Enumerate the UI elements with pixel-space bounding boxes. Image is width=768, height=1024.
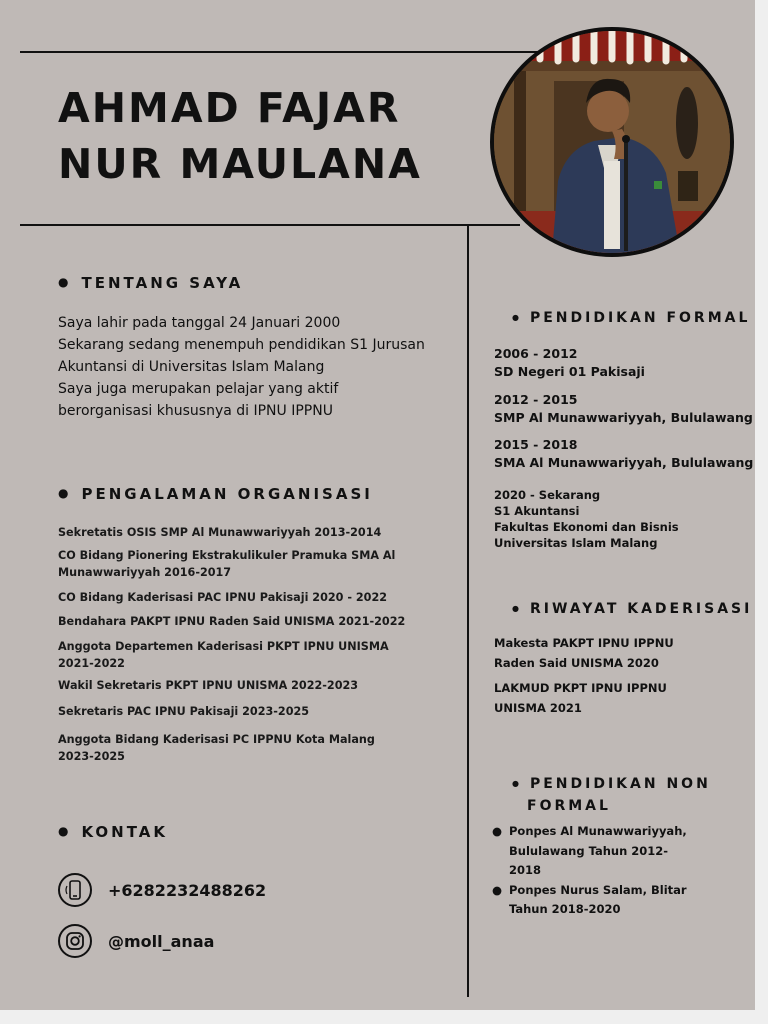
organization-item-line: Bendahara PAKPT IPNU Raden Said UNISMA 2021-2022 [58, 615, 406, 628]
nonformal-heading-line-2: FORMAL [527, 798, 611, 814]
education-years: 2006 - 2012 [494, 346, 578, 361]
profile-photo [490, 27, 734, 257]
about-heading-text: TENTANG SAYA [81, 274, 244, 292]
about-line: Sekarang sedang menempuh pendidikan S1 Jurusan [58, 337, 425, 353]
organization-item-line: Anggota Bidang Kaderisasi PC IPPNU Kota Malang [58, 733, 375, 746]
organization-item [58, 638, 389, 672]
bullet: ● [492, 882, 503, 897]
cadre-line: Makesta PAKPT IPNU IPPNU [494, 636, 674, 650]
organization-item-line: CO Bidang Kaderisasi PAC IPNU Pakisaji 2020 - 2022 [58, 591, 388, 604]
organization-heading-text: PENGALAMAN ORGANISASI [81, 485, 373, 503]
list-item-line: Ponpes Nurus Salam, Blitar [509, 882, 687, 897]
full-name [58, 80, 478, 192]
education-line: Fakultas Ekonomi dan Bisnis [494, 520, 679, 534]
organization-item [58, 524, 381, 541]
about-text [58, 312, 458, 422]
list-item-line: Tahun 2018-2020 [509, 902, 621, 916]
about-line: berorganisasi khususnya di IPNU IPPNU [58, 403, 333, 419]
instagram-handle[interactable]: @moll_anaa [108, 932, 215, 951]
education-entry [494, 436, 753, 472]
organization-item-line: Sekretatis OSIS SMP Al Munawwariyyah 2013-2014 [58, 526, 382, 539]
organization-item-line: 2023-2025 [58, 750, 125, 763]
education-school: SMP Al Munawwariyyah, Bululawang [494, 410, 753, 425]
organization-heading: ● PENGALAMAN ORGANISASI [58, 485, 373, 503]
organization-item-line: Munawwariyyah 2016-2017 [58, 566, 232, 579]
list-item-line: 2018 [509, 863, 542, 877]
about-line: Akuntansi di Universitas Islam Malang [58, 359, 325, 375]
cadre-history-heading-text: RIWAYAT KADERISASI [529, 601, 753, 617]
formal-education-heading-text: PENDIDIKAN FORMAL [529, 310, 751, 326]
nonformal-education-heading: ● PENDIDIKAN NON FORMAL [512, 776, 711, 814]
list-item-line: Bululawang Tahun 2012- [509, 843, 669, 858]
instagram-icon [58, 924, 92, 958]
organization-item [58, 703, 309, 720]
list-item [490, 822, 720, 881]
list-item [490, 881, 720, 920]
education-line: Universitas Islam Malang [494, 536, 658, 550]
phone-number[interactable]: +6282232488262 [108, 881, 267, 900]
about-line: Saya lahir pada tanggal 24 Januari 2000 [58, 315, 341, 331]
organization-item [58, 589, 387, 606]
cadre-line: UNISMA 2021 [494, 700, 582, 715]
education-entry [494, 345, 645, 381]
formal-education-heading: ● PENDIDIKAN FORMAL [512, 310, 751, 326]
education-school: SMA Al Munawwariyyah, Bululawang [494, 455, 754, 470]
contact-heading-text: KONTAK [81, 823, 169, 841]
organization-item-line: Anggota Departemen Kaderisasi PKPT IPNU UNISMA [58, 640, 389, 653]
bullet: ● [492, 824, 503, 838]
cadre-line: LAKMUD PKPT IPNU IPPNU [494, 681, 667, 695]
organization-item [58, 547, 395, 581]
nonformal-heading-line-1: PENDIDIKAN NON [529, 776, 711, 792]
top-divider [20, 51, 540, 53]
education-entry-current [494, 487, 679, 551]
organization-item [58, 677, 358, 694]
list-item-line: Ponpes Al Munawwariyyah, [509, 824, 687, 838]
header-divider [20, 224, 520, 226]
column-divider [467, 226, 469, 997]
cadre-history-heading: ● RIWAYAT KADERISASI [512, 601, 753, 617]
education-years: 2015 - 2018 [494, 437, 578, 452]
contact-heading: ● KONTAK [58, 823, 169, 841]
education-years: 2012 - 2015 [494, 392, 578, 407]
nonformal-education-list [490, 822, 720, 920]
organization-item-line: CO Bidang Pionering Ekstrakulikuler Pramuka SMA Al [58, 549, 396, 562]
education-line: 2020 - Sekarang [494, 488, 601, 502]
name-line-1: AHMAD FAJAR [58, 84, 401, 132]
organization-item [58, 731, 375, 765]
phone-icon [58, 873, 92, 907]
cadre-line: Raden Said UNISMA 2020 [494, 655, 659, 670]
organization-item [58, 613, 405, 630]
organization-item-line: 2021-2022 [58, 657, 125, 670]
about-heading: ● TENTANG SAYA [58, 274, 244, 292]
education-school: SD Negeri 01 Pakisaji [494, 364, 645, 379]
name-line-2: NUR MAULANA [58, 140, 422, 188]
education-entry [494, 391, 753, 427]
about-line: Saya juga merupakan pelajar yang aktif [58, 381, 339, 397]
cadre-item [494, 634, 674, 673]
organization-item-line: Sekretaris PAC IPNU Pakisaji 2023-2025 [58, 705, 310, 718]
cadre-item [494, 679, 667, 718]
organization-item-line: Wakil Sekretaris PKPT IPNU UNISMA 2022-2023 [58, 679, 359, 692]
education-line: S1 Akuntansi [494, 504, 580, 518]
